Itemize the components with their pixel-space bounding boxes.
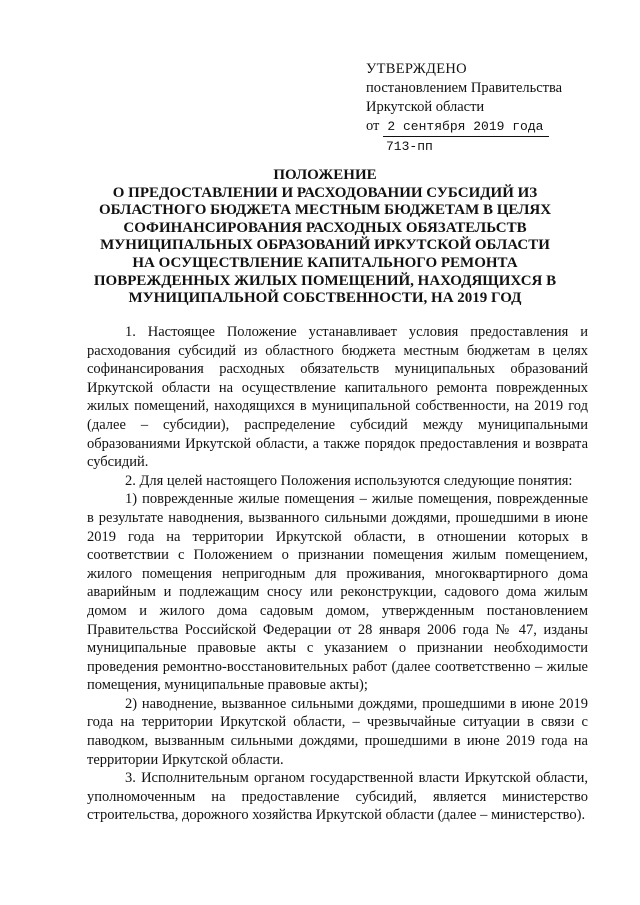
title-line: НА ОСУЩЕСТВЛЕНИЕ КАПИТАЛЬНОГО РЕМОНТА — [132, 254, 518, 271]
title-line: ПОВРЕЖДЕННЫХ ЖИЛЫХ ПОМЕЩЕНИЙ, НАХОДЯЩИХСЯ В — [93, 272, 557, 289]
paragraph-1: 1. Настоящее Положение устанавливает условия предоставления и расходования субсидий из областного бюджета местным бюджетам в целях софинансирования расходных обязательств муниципальных образований Иркутской области на осуществление капитального ремонта поврежденных жилых помещений, находящихся в муниципальной собственности, на 2019 год (далее – субсидии), распределение субсидий между муниципальными образованиями Иркутской области, а также порядок предоставления и возврата субсидий. — [87, 324, 588, 471]
approval-date: 2 сентября 2019 года — [383, 117, 549, 137]
document-title — [70, 167, 580, 308]
approval-number: 713-пп — [386, 139, 433, 154]
approval-line-2: Иркутской области — [366, 99, 485, 115]
paragraph-3: 3. Исполнительным органом государственной власти Иркутской области, уполномоченным на предоставление субсидий, является министерство строительства, дорожного хозяйства Иркутской области (далее – министерство). — [87, 770, 588, 824]
approval-ot: от — [366, 118, 380, 134]
paragraph-2-1: 1) поврежденные жилые помещения – жилые помещения, поврежденные в результате наводнения, вызванного сильными дождями, прошедшими в июне 2019 года на территории Иркутской области, в отношении которых в соответствии с Положением о признании помещения жилым помещением, жилого помещения непригодным для проживания, многоквартирного дома аварийным и подлежащим сносу или реконструкции, садового дома жилым домом и жилого дома садовым домом, утвержденным постановлением Правительства Российской Федерации от 28 января 2006 года № 47, изданы муниципальные правовые акты с указанием о признании необходимости проведения ремонтно-восстановительных работ (далее соответственно – жилые помещения, муниципальные правовые акты); — [87, 491, 588, 694]
approval-stamp — [366, 60, 562, 156]
title-line: О ПРЕДОСТАВЛЕНИИ И РАСХОДОВАНИИ СУБСИДИЙ ИЗ — [112, 184, 538, 201]
approval-line-1: постановлением Правительства — [366, 80, 563, 96]
document-body — [87, 323, 588, 825]
approval-heading: УТВЕРЖДЕНО — [366, 61, 467, 77]
approval-date-row — [366, 117, 562, 137]
title-line: СОФИНАНСИРОВАНИЯ РАСХОДНЫХ ОБЯЗАТЕЛЬСТВ — [123, 219, 527, 236]
title-line: МУНИЦИПАЛЬНЫХ ОБРАЗОВАНИЙ ИРКУТСКОЙ ОБЛАСТИ — [100, 237, 550, 254]
title-line: ОБЛАСТНОГО БЮДЖЕТА МЕСТНЫМ БЮДЖЕТАМ В ЦЕЛЯХ — [98, 202, 552, 219]
paragraph-2: 2. Для целей настоящего Положения используются следующие понятия: — [125, 472, 573, 489]
paragraph-2-2: 2) наводнение, вызванное сильными дождями, прошедшими в июне 2019 года на территории Иркутской области, – чрезвычайные ситуации в связи с паводком, вызванным сильными дождями, прошедшими в июне 2019 года на территории Иркутской области. — [87, 695, 588, 768]
title-line: МУНИЦИПАЛЬНОЙ СОБСТВЕННОСТИ, НА 2019 ГОД — [128, 290, 522, 307]
title-line: ПОЛОЖЕНИЕ — [273, 167, 377, 183]
